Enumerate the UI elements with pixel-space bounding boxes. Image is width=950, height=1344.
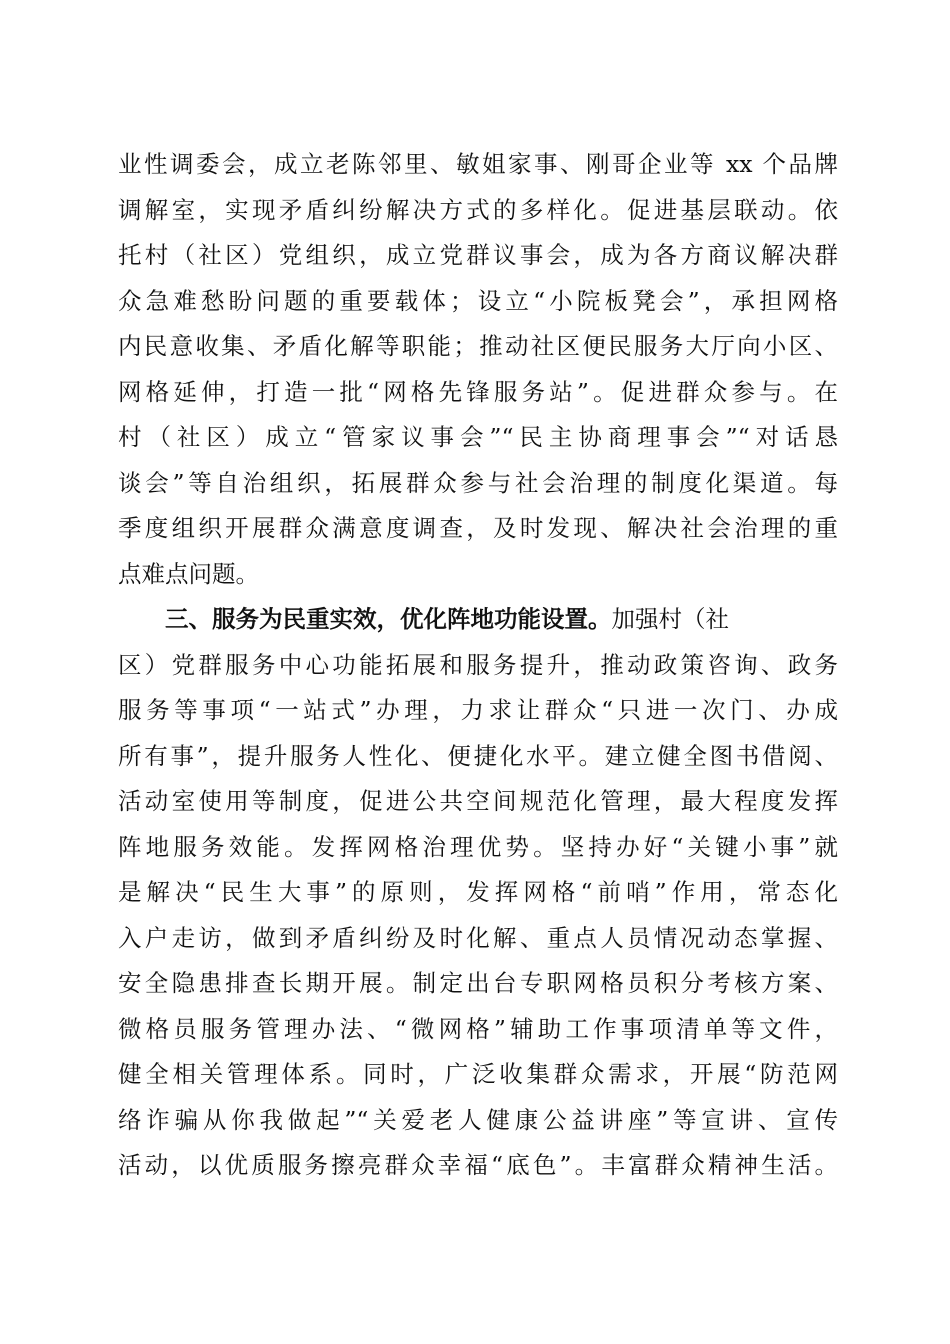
paragraph-line: 络诈骗从你我做起”“关爱老人健康公益讲座”等宣讲、宣传 [118, 1105, 838, 1134]
paragraph-line: 健全相关管理体系。同时，广泛收集群众需求，开展“防范网 [118, 1060, 838, 1088]
document-body [118, 142, 838, 1189]
paragraph-line: 微格员服务管理办法、“微网格”辅助工作事项清单等文件， [118, 1014, 838, 1043]
paragraph-line: 调解室，实现矛盾纠纷解决方式的多样化。促进基层联动。依 [118, 195, 838, 224]
paragraph-line: 活动室使用等制度，促进公共空间规范化管理，最大程度发挥 [118, 787, 838, 815]
paragraph-line: 谈会”等自治组织，拓展群众参与社会治理的制度化渠道。每 [118, 468, 838, 497]
paragraph-line: 内民意收集、矛盾化解等职能；推动社区便民服务大厅向小区、 [118, 332, 838, 360]
paragraph-line: 所有事”，提升服务人性化、便捷化水平。建立健全图书借阅、 [118, 741, 838, 770]
paragraph-line: 活动，以优质服务擦亮群众幸福“底色”。丰富群众精神生活。 [118, 1151, 838, 1179]
paragraph-line: 托村（社区）党组织，成立党群议事会，成为各方商议解决群 [118, 241, 838, 269]
paragraph-2 [118, 597, 838, 1189]
paragraph-line: 入户走访，做到矛盾纠纷及时化解、重点人员情况动态掌握、 [118, 923, 838, 952]
paragraph-line: 区）党群服务中心功能拓展和服务提升，推动政策咨询、政务 [118, 650, 838, 679]
paragraph-line: 阵地服务效能。发挥网格治理优势。坚持办好“关键小事”就 [118, 832, 838, 861]
paragraph-line-rest: 加强村（社 [611, 605, 729, 633]
paragraph-line: 点难点问题。 [118, 559, 259, 588]
paragraph-line: 安全隐患排查长期开展。制定出台专职网格员积分考核方案、 [118, 969, 838, 997]
paragraph-line: 是解决“民生大事”的原则，发挥网格“前哨”作用，常态化 [118, 878, 838, 906]
paragraph-line: 网格延伸，打造一批“网格先锋服务站”。促进群众参与。在 [118, 377, 838, 406]
paragraph-line: 村（社区）成立“管家议事会”“民主协商理事会”“对话恳 [118, 423, 838, 451]
paragraph-line: 服务等事项“一站式”办理，力求让群众“只进一次门、办成 [118, 696, 838, 724]
paragraph-line: 业性调委会，成立老陈邻里、敏姐家事、刚哥企业等 xx 个品牌 [118, 150, 838, 178]
paragraph-line: 众急难愁盼问题的重要载体；设立“小院板凳会”，承担网格 [118, 286, 838, 315]
paragraph-first-line [118, 597, 838, 643]
section-heading: 三、服务为民重实效，优化阵地功能设置。 [165, 605, 612, 633]
paragraph-line: 季度组织开展群众满意度调查，及时发现、解决社会治理的重 [118, 514, 838, 542]
paragraph-1 [118, 142, 838, 597]
